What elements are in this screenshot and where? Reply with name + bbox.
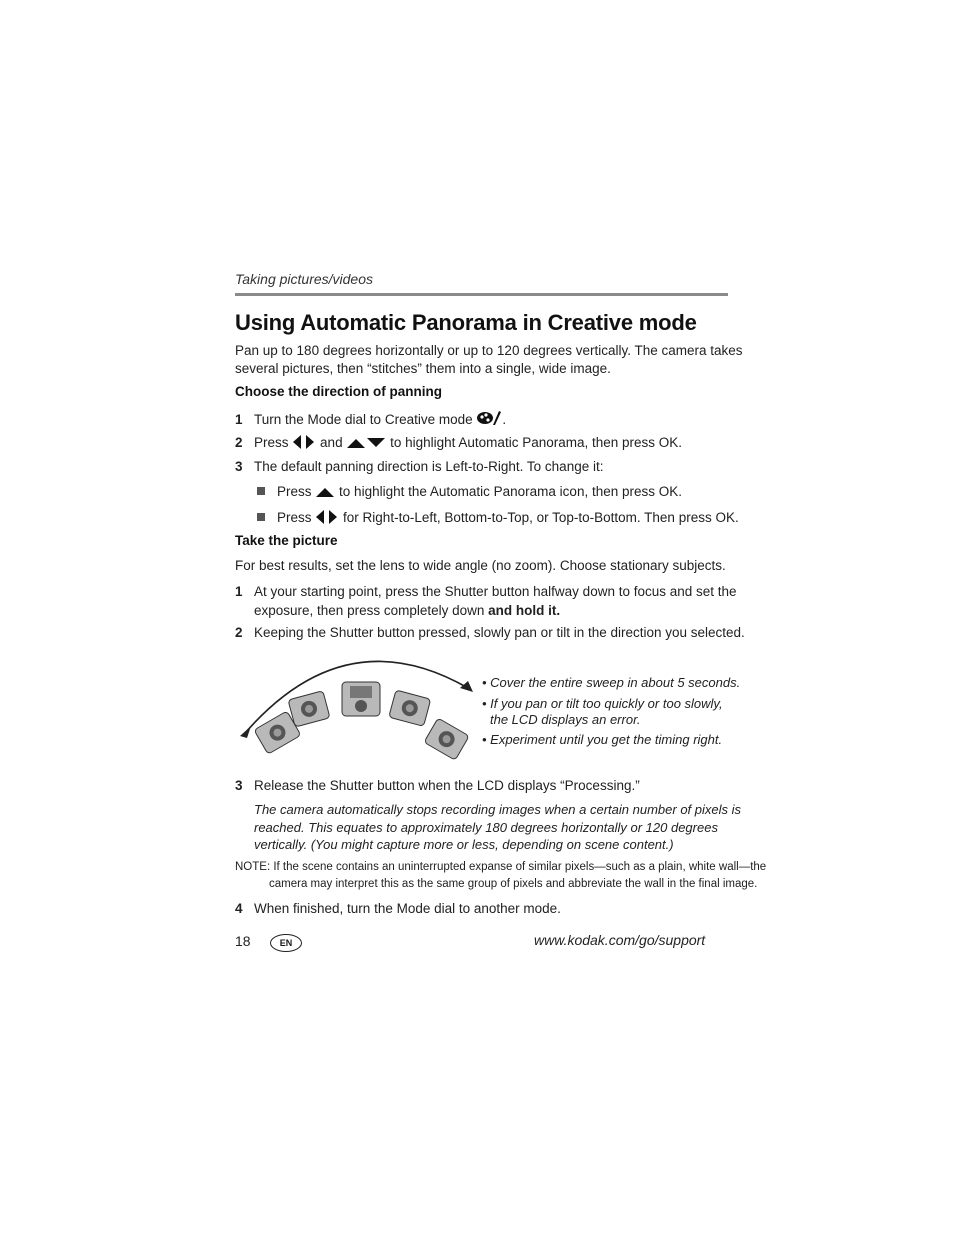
up-down-arrows-icon	[346, 437, 386, 449]
picture-step-1: 1 At your starting point, press the Shutter button halfway down to focus and set the exposure, then press completely down and hold it.	[235, 584, 737, 618]
picture-heading: Take the picture	[235, 533, 338, 548]
direction-step-2: 2 Press and to highlight Automatic Panorama, then press OK.	[235, 435, 683, 450]
tip-1: • Cover the entire sweep in about 5 seconds.	[482, 675, 741, 690]
square-bullet-icon	[257, 487, 265, 495]
page-title: Using Automatic Panorama in Creative mode	[235, 310, 697, 335]
camera-icon	[288, 691, 330, 727]
picture-step-4: 4 When finished, turn the Mode dial to another mode.	[235, 901, 561, 916]
panorama-sweep-illustration	[236, 648, 476, 772]
tip-3: • Experiment until you get the timing right.	[482, 732, 723, 747]
intro-paragraph: Pan up to 180 degrees horizontally or up to 120 degrees vertically. The camera takes several pictures, then “stitches” them into a single, wide image.	[235, 343, 743, 376]
note-paragraph: NOTE: If the scene contains an uninterrupted expanse of similar pixels—such as a plain, white wall—the camera may interpret this as the same group of pixels and abbreviate the wall in the final image.	[235, 861, 767, 890]
camera-icon	[342, 682, 380, 716]
header-rule	[235, 293, 728, 296]
up-arrow-icon	[315, 486, 335, 498]
picture-step-3: 3 Release the Shutter button when the LCD displays “Processing.”	[235, 778, 640, 793]
direction-step-3: 3 The default panning direction is Left-to-Right. To change it:	[235, 459, 604, 474]
direction-heading: Choose the direction of panning	[235, 384, 442, 399]
tip-2: • If you pan or tilt too quickly or too slowly,	[482, 696, 723, 711]
tip-2-cont: the LCD displays an error.	[490, 712, 641, 727]
creative-mode-icon	[476, 408, 502, 426]
direction-step-1: 1 Turn the Mode dial to Creative mode .	[235, 408, 506, 427]
language-badge: EN	[270, 934, 302, 952]
square-bullet-icon	[257, 513, 265, 521]
picture-intro: For best results, set the lens to wide angle (no zoom). Choose stationary subjects.	[235, 558, 726, 573]
page-number: 18	[235, 933, 251, 949]
camera-icon	[389, 690, 431, 726]
camera-icon	[424, 718, 469, 760]
left-right-arrows-icon	[315, 510, 339, 524]
section-label: Taking pictures/videos	[235, 271, 374, 287]
step-3-explanation: The camera automatically stops recording images when a certain number of pixels is reached. This equates to approximately 180 degrees horizontally or 120 degrees vertically. (You might capture more or less, depending on scene content.)	[254, 802, 742, 852]
left-right-arrows-icon	[292, 435, 316, 449]
direction-bullet-1: Press to highlight the Automatic Panorama icon, then press OK.	[257, 484, 682, 499]
direction-bullet-2: Press for Right-to-Left, Bottom-to-Top, or Top-to-Bottom. Then press OK.	[257, 510, 739, 525]
support-url[interactable]: www.kodak.com/go/support	[534, 932, 706, 948]
picture-step-2: 2 Keeping the Shutter button pressed, slowly pan or tilt in the direction you selected.	[235, 625, 745, 640]
